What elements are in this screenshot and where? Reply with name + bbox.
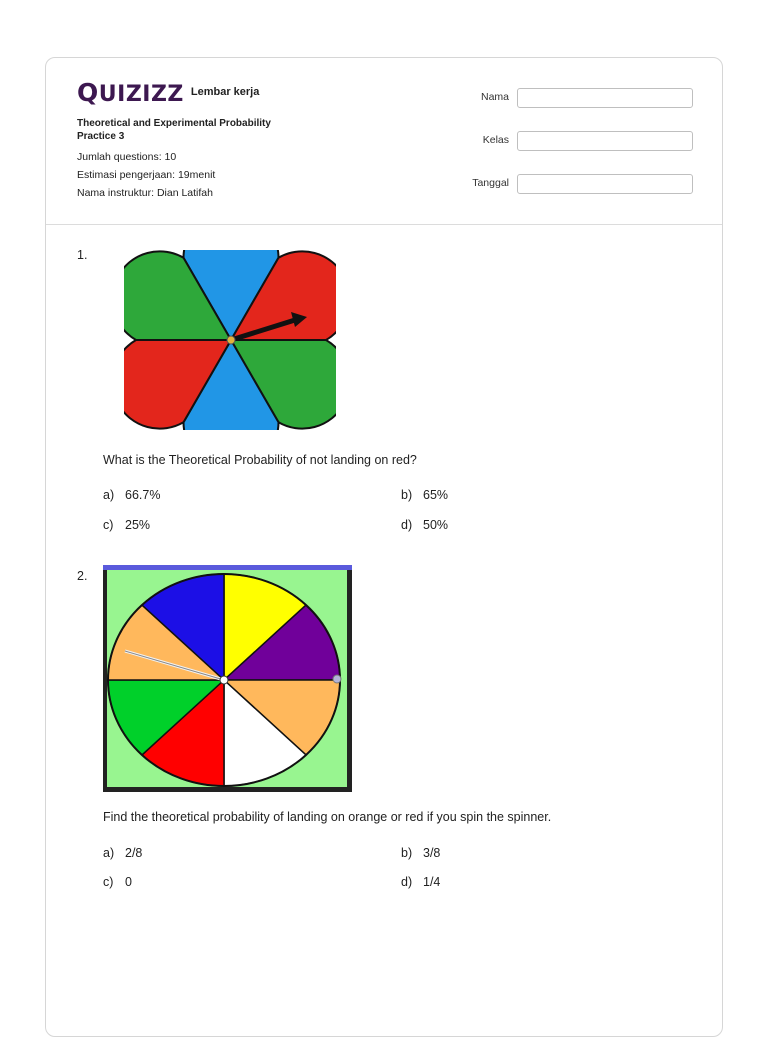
questions-count: Jumlah questions: 10 [77,151,177,163]
spinner-top-bar [103,565,352,570]
date-label: Tanggal [472,177,509,189]
question-1-option-b: b) 65% [401,488,449,502]
question-2-text: Find the theoretical probability of landing on orange or red if you spin the spinner. [103,810,552,824]
time-estimate: Estimasi pengerjaan: 19menit [77,169,216,181]
question-2-option-a: a) 2/8 [103,846,143,860]
class-field[interactable] [517,131,693,151]
question-1-text: What is the Theoretical Probability of not landing on red? [103,453,417,467]
worksheet-title: Theoretical and Experimental Probability Practice 3 [77,118,271,142]
question-1-option-d: d) 50% [401,518,449,532]
date-field[interactable] [517,174,693,194]
brand-row [77,80,259,108]
spinner-rim-knob [333,675,341,683]
question-2-spinner-image [103,565,352,792]
instructor-name: Nama instruktur: Dian Latifah [77,187,213,199]
name-field[interactable] [517,88,693,108]
question-1-option-a: a) 66.7% [103,488,161,502]
question-2-option-c: c) 0 [103,875,132,889]
worksheet-header [46,58,722,225]
question-2-option-b: b) 3/8 [401,846,441,860]
worksheet [45,57,723,1037]
question-2-number: 2. [77,569,88,583]
question-1-option-c: c) 25% [103,518,151,532]
quizizz-logo: QUIZIZZ [77,78,184,107]
question-1-number: 1. [77,248,88,262]
spinner-pivot [220,676,228,684]
question-2-option-d: d) 1/4 [401,875,441,889]
question-1-spinner-image [124,250,336,430]
class-label: Kelas [482,134,509,146]
name-label: Nama [480,91,509,103]
spinner-pivot [227,336,235,344]
worksheet-subtitle: Lembar kerja [190,86,260,98]
